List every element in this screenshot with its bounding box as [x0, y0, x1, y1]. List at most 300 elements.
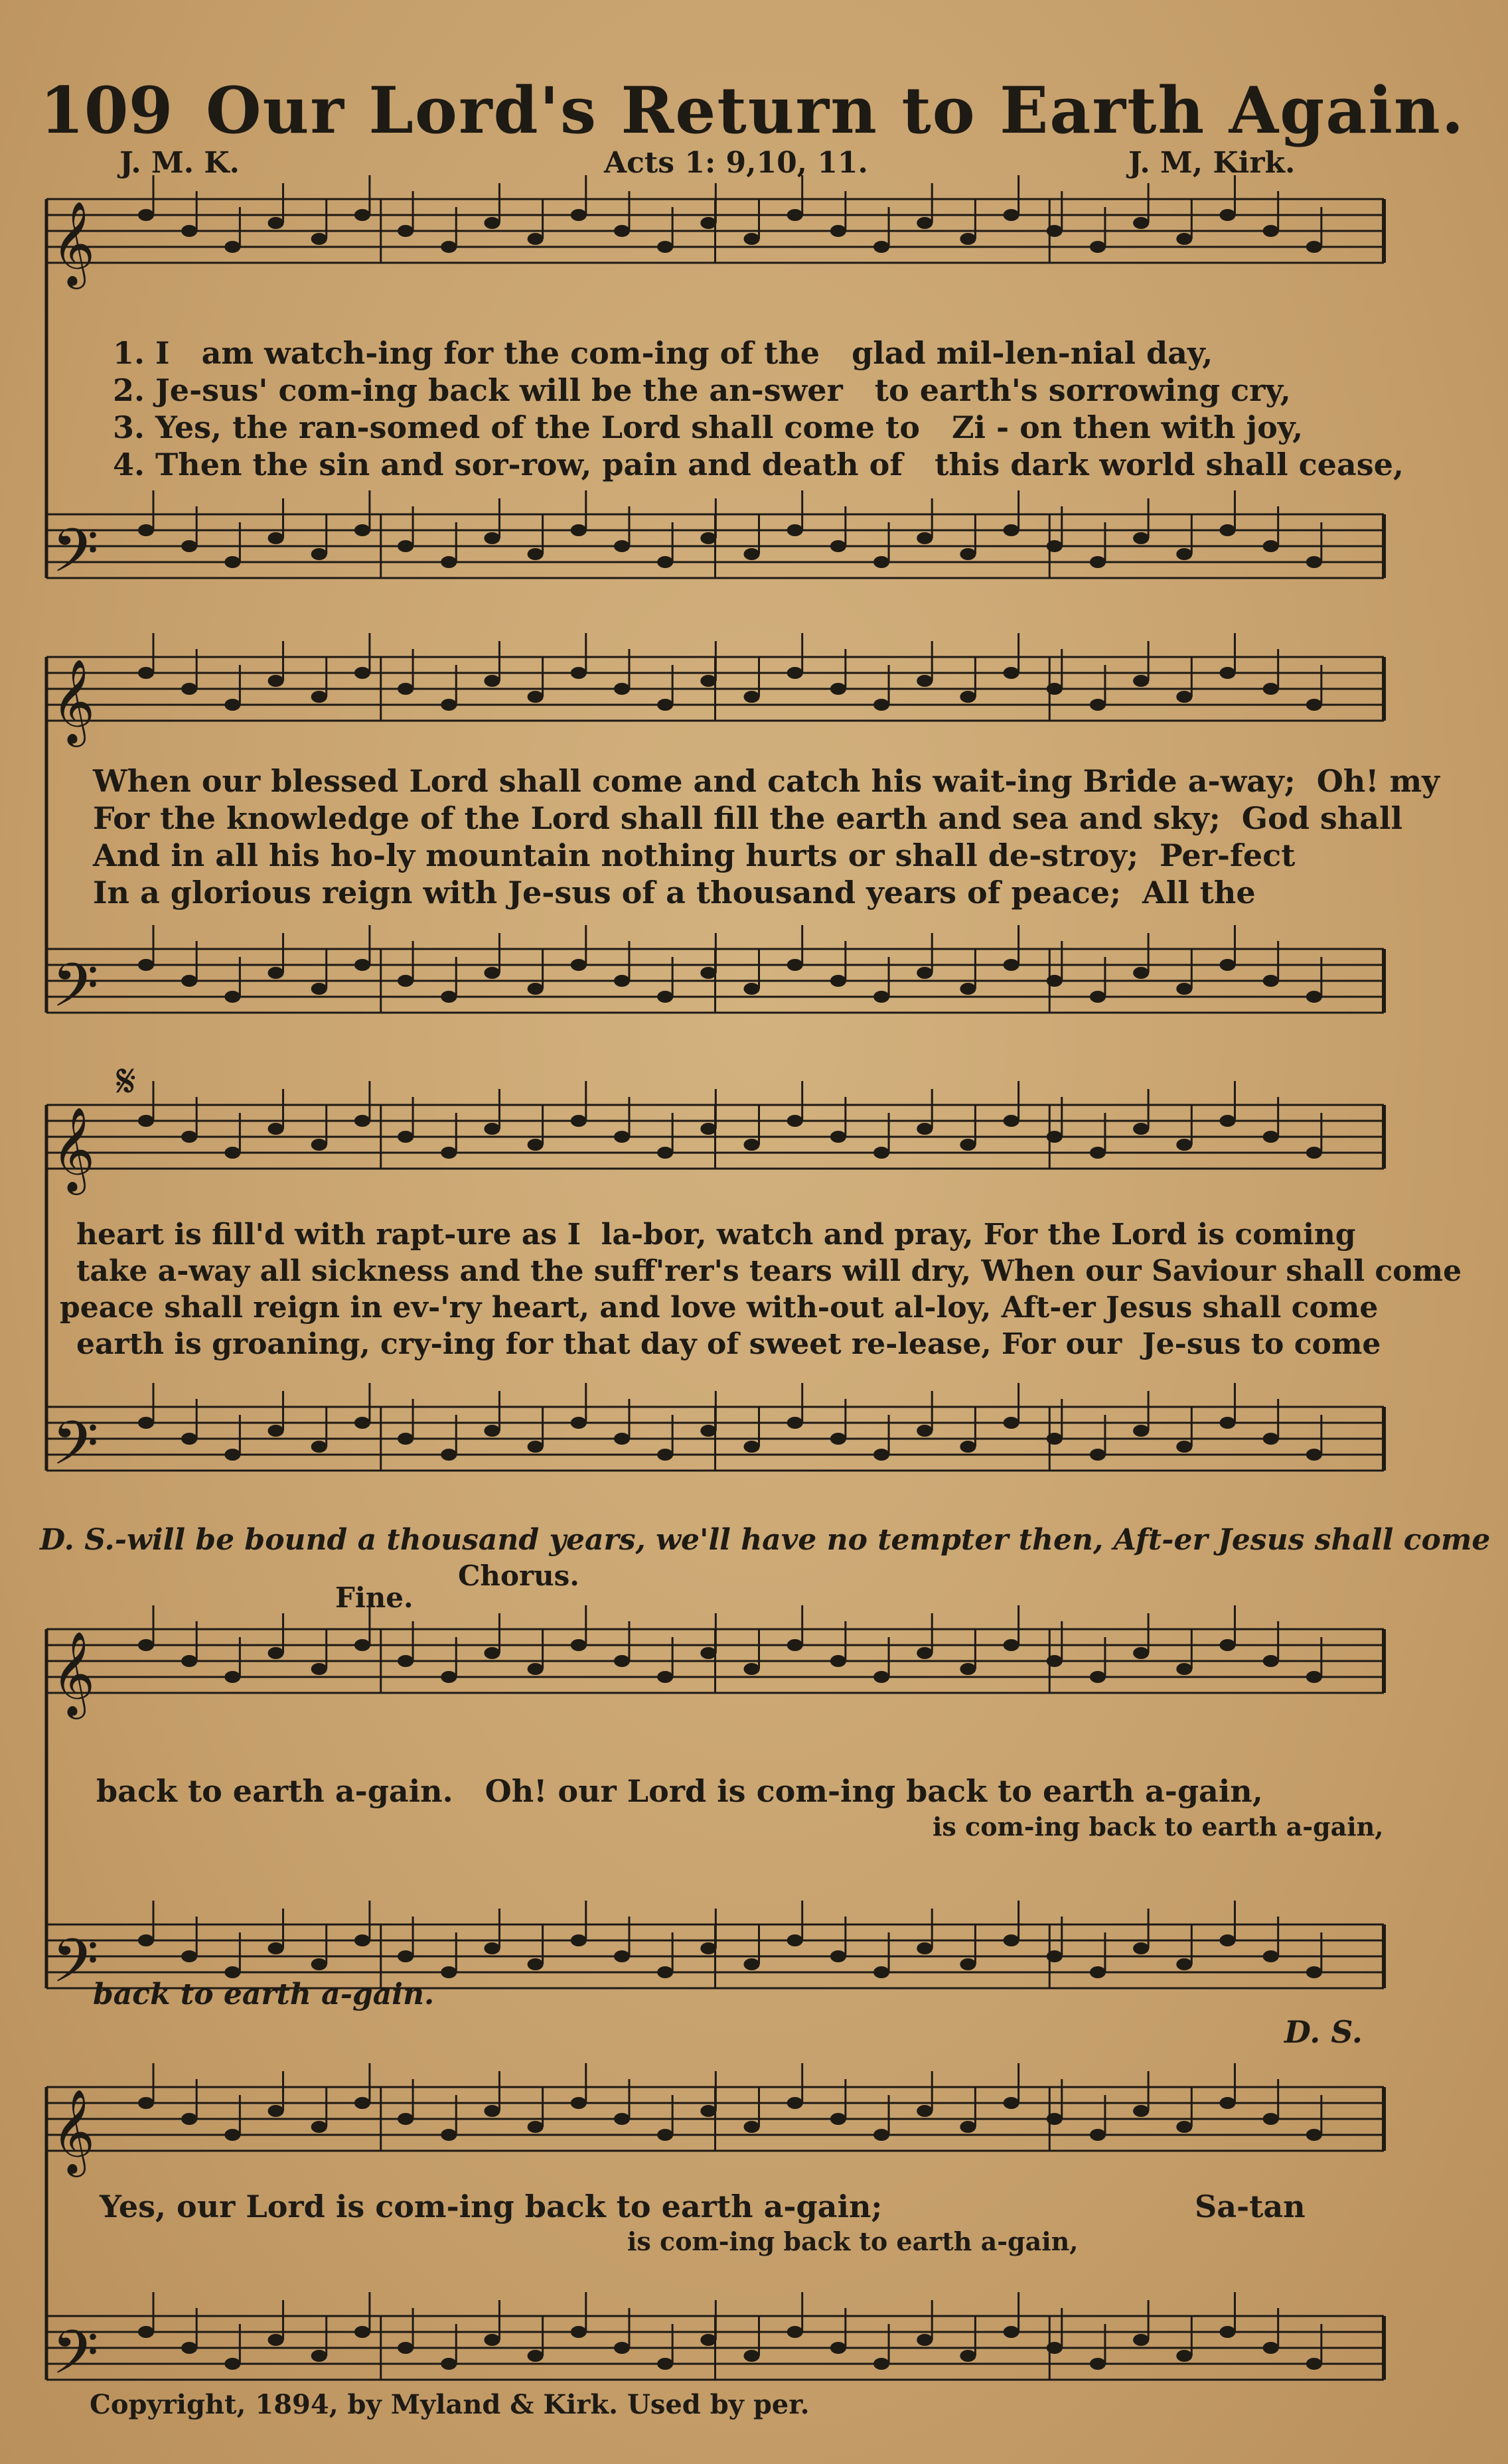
notehead	[614, 1950, 630, 1962]
notehead	[657, 1147, 673, 1159]
treble-clef-icon: 𝄞	[52, 1106, 96, 1191]
notehead	[268, 675, 284, 687]
notehead	[398, 1655, 414, 1667]
notehead	[311, 983, 327, 995]
notehead	[1090, 2358, 1106, 2370]
notehead	[787, 1115, 803, 1127]
notehead	[441, 556, 457, 568]
notehead	[1219, 2326, 1235, 2338]
notehead	[700, 2105, 716, 2117]
notehead	[441, 699, 457, 711]
notehead	[528, 548, 544, 560]
notehead	[268, 2334, 284, 2346]
notehead	[484, 217, 500, 229]
notehead	[181, 540, 197, 552]
notehead	[138, 1639, 154, 1651]
notehead	[1219, 1115, 1235, 1127]
notehead	[528, 233, 544, 245]
verse-line-2-3: And in all his ho-ly mountain nothing hurts or shall de-stroy; Per-fect	[93, 837, 1296, 873]
chorus-echo-line-2: is com-ing back to earth a-gain,	[627, 2226, 1079, 2256]
notehead	[311, 1441, 327, 1453]
notehead	[311, 1958, 327, 1970]
bass-clef-icon: 𝄢	[52, 2317, 99, 2402]
notehead	[181, 1950, 197, 1962]
notehead	[1047, 2113, 1063, 2125]
notehead	[960, 2350, 976, 2362]
notehead	[1090, 241, 1106, 253]
notehead	[960, 1441, 976, 1453]
notehead	[181, 2113, 197, 2125]
notehead	[1004, 2097, 1019, 2109]
notehead	[1306, 991, 1322, 1003]
notehead	[484, 532, 500, 544]
notehead	[744, 2121, 760, 2133]
notehead	[960, 233, 976, 245]
notehead	[571, 2097, 587, 2109]
notehead	[224, 991, 240, 1003]
ds-label: D. S.	[1284, 2014, 1363, 2050]
notehead	[1219, 2097, 1235, 2109]
notehead	[354, 959, 370, 971]
notehead	[1263, 1433, 1279, 1445]
notehead	[224, 556, 240, 568]
notehead	[657, 2358, 673, 2370]
notehead	[441, 1449, 457, 1461]
chorus-lyric-line-2: Yes, our Lord is com-ing back to earth a-gain;	[100, 2189, 883, 2224]
notehead	[1219, 1934, 1235, 1946]
notehead	[398, 1433, 414, 1445]
notehead	[960, 548, 976, 560]
verse-line-2-4: In a glorious reign with Je-sus of a thousand years of peace; All the	[93, 875, 1256, 910]
notehead	[311, 548, 327, 560]
notehead	[787, 524, 803, 536]
notehead	[354, 1417, 370, 1429]
notehead	[224, 1966, 240, 1978]
notehead	[571, 1639, 587, 1651]
notehead	[960, 1139, 976, 1151]
notehead	[1133, 2105, 1149, 2117]
notehead	[830, 540, 846, 552]
notehead	[744, 691, 760, 703]
notehead	[311, 1139, 327, 1151]
notehead	[1047, 1131, 1063, 1143]
notehead	[311, 2350, 327, 2362]
verse-line-1-1: 1. I am watch-ing for the com-ing of the glad mil-len-nial day,	[113, 335, 1213, 371]
notehead	[1090, 699, 1106, 711]
notehead	[1133, 967, 1149, 979]
notehead	[138, 209, 154, 221]
notehead	[917, 675, 933, 687]
notehead	[571, 1934, 587, 1946]
notehead	[960, 691, 976, 703]
treble-clef-icon: 𝄞	[52, 1631, 96, 1715]
chorus-echo-line-1: is com-ing back to earth a-gain,	[933, 1812, 1384, 1842]
notehead	[1047, 1433, 1063, 1445]
notehead	[1090, 991, 1106, 1003]
notehead	[398, 540, 414, 552]
notehead	[1004, 959, 1019, 971]
notehead	[1306, 1147, 1322, 1159]
notehead	[830, 975, 846, 987]
notehead	[830, 1950, 846, 1962]
notehead	[1176, 548, 1192, 560]
notehead	[657, 2129, 673, 2141]
bass-clef-icon: 𝄢	[52, 516, 99, 597]
verse-line-2-2: For the knowledge of the Lord shall fill the earth and sea and sky; God shall	[93, 800, 1402, 836]
notehead	[657, 991, 673, 1003]
notehead	[744, 1441, 760, 1453]
notehead	[571, 1115, 587, 1127]
notehead	[787, 2097, 803, 2109]
notehead	[484, 967, 500, 979]
notehead	[1004, 1639, 1019, 1651]
notehead	[441, 1147, 457, 1159]
notehead	[787, 2326, 803, 2338]
notehead	[700, 217, 716, 229]
notehead	[441, 1966, 457, 1978]
notehead	[917, 2105, 933, 2117]
notehead	[354, 1115, 370, 1127]
chorus-bass-lyric: back to earth a-gain.	[93, 1978, 435, 2011]
notehead	[398, 2342, 414, 2354]
notehead	[1263, 975, 1279, 987]
notehead	[441, 2129, 457, 2141]
notehead	[657, 699, 673, 711]
notehead	[917, 217, 933, 229]
bass-clef-icon: 𝄢	[52, 1408, 99, 1493]
notehead	[830, 1655, 846, 1667]
notehead	[268, 2105, 284, 2117]
notehead	[1176, 2121, 1192, 2133]
notehead	[1004, 1934, 1019, 1946]
notehead	[830, 1131, 846, 1143]
notehead	[614, 225, 630, 237]
notehead	[354, 524, 370, 536]
notehead	[700, 532, 716, 544]
notehead	[873, 1966, 889, 1978]
notehead	[614, 540, 630, 552]
notehead	[528, 983, 544, 995]
verse-line-1-4: 4. Then the sin and sor-row, pain and death of this dark world shall cease,	[113, 447, 1404, 482]
notehead	[398, 225, 414, 237]
notehead	[700, 967, 716, 979]
notehead	[1176, 1663, 1192, 1675]
notehead	[744, 983, 760, 995]
notehead	[268, 532, 284, 544]
notehead	[917, 1942, 933, 1954]
treble-clef-icon: 𝄞	[52, 2088, 96, 2173]
notehead	[657, 241, 673, 253]
notehead	[787, 209, 803, 221]
notehead	[441, 991, 457, 1003]
notehead	[830, 225, 846, 237]
notehead	[1133, 1647, 1149, 1659]
notehead	[528, 691, 544, 703]
notehead	[1004, 1115, 1019, 1127]
notehead	[873, 1449, 889, 1461]
notehead	[484, 1647, 500, 1659]
notehead	[1133, 1425, 1149, 1437]
notehead	[1263, 1950, 1279, 1962]
notehead	[398, 683, 414, 695]
notehead	[571, 667, 587, 679]
notehead	[1306, 2129, 1322, 2141]
notehead	[138, 2326, 154, 2338]
notehead	[181, 1655, 197, 1667]
notehead	[441, 1671, 457, 1683]
chorus-label: Chorus.	[458, 1559, 579, 1592]
notehead	[1004, 1417, 1019, 1429]
segno-sign: 𝄋	[116, 1054, 137, 1108]
notehead	[268, 1942, 284, 1954]
notehead	[744, 2350, 760, 2362]
notehead	[268, 1647, 284, 1659]
notehead	[268, 1123, 284, 1135]
notehead	[1047, 683, 1063, 695]
notehead	[398, 975, 414, 987]
notehead	[960, 1958, 976, 1970]
notehead	[1004, 667, 1019, 679]
notehead	[700, 2334, 716, 2346]
notehead	[1219, 1639, 1235, 1651]
notehead	[398, 2113, 414, 2125]
notehead	[873, 556, 889, 568]
notehead	[873, 2129, 889, 2141]
notehead	[1263, 2113, 1279, 2125]
notehead	[917, 532, 933, 544]
notehead	[311, 691, 327, 703]
notehead	[614, 1131, 630, 1143]
notehead	[1133, 217, 1149, 229]
notehead	[1176, 1139, 1192, 1151]
notehead	[787, 1934, 803, 1946]
notehead	[571, 209, 587, 221]
notehead	[224, 2358, 240, 2370]
notehead	[873, 2358, 889, 2370]
notehead	[354, 1639, 370, 1651]
verse-line-2-1: When our blessed Lord shall come and catch his wait-ing Bride a-way; Oh! my	[93, 763, 1440, 799]
notehead	[960, 1663, 976, 1675]
notehead	[571, 1417, 587, 1429]
notehead	[1306, 1449, 1322, 1461]
notehead	[917, 967, 933, 979]
notehead	[1090, 1449, 1106, 1461]
verse-line-1-3: 3. Yes, the ran-somed of the Lord shall come to Zi - on then with joy,	[113, 409, 1304, 445]
chorus-lyric-line-2-end: Sa-tan	[1195, 2189, 1306, 2224]
notehead	[1176, 2350, 1192, 2362]
notehead	[657, 1966, 673, 1978]
hymn-title: Our Lord's Return to Earth Again.	[206, 73, 1466, 148]
notehead	[1306, 2358, 1322, 2370]
notehead	[528, 1663, 544, 1675]
notehead	[354, 667, 370, 679]
scripture-reference: Acts 1: 9,10, 11.	[604, 146, 868, 180]
notehead	[138, 524, 154, 536]
notehead	[614, 2113, 630, 2125]
notehead	[1219, 524, 1235, 536]
notehead	[657, 1449, 673, 1461]
notehead	[614, 1433, 630, 1445]
treble-clef-icon: 𝄞	[52, 658, 96, 743]
notehead	[1263, 683, 1279, 695]
notehead	[484, 1425, 500, 1437]
notehead	[917, 2334, 933, 2346]
notehead	[1090, 1966, 1106, 1978]
notehead	[1090, 556, 1106, 568]
notehead	[614, 1655, 630, 1667]
notehead	[354, 1934, 370, 1946]
notehead	[1176, 233, 1192, 245]
notehead	[960, 983, 976, 995]
notehead	[1090, 2129, 1106, 2141]
notehead	[311, 233, 327, 245]
notehead	[441, 241, 457, 253]
notehead	[1004, 524, 1019, 536]
notehead	[1219, 209, 1235, 221]
notehead	[224, 699, 240, 711]
notehead	[1219, 667, 1235, 679]
notehead	[311, 2121, 327, 2133]
notehead	[917, 1425, 933, 1437]
notehead	[181, 1433, 197, 1445]
notehead	[571, 959, 587, 971]
notehead	[700, 1425, 716, 1437]
notehead	[830, 683, 846, 695]
notehead	[960, 2121, 976, 2133]
music-system-1	[0, 0, 1508, 597]
notehead	[311, 1663, 327, 1675]
notehead	[614, 975, 630, 987]
notehead	[1047, 540, 1063, 552]
notehead	[1306, 1966, 1322, 1978]
notehead	[181, 225, 197, 237]
verse-line-1-2: 2. Je-sus' com-ing back will be the an-swer to earth's sorrowing cry,	[113, 372, 1291, 408]
notehead	[268, 217, 284, 229]
notehead	[830, 2342, 846, 2354]
notehead	[787, 959, 803, 971]
notehead	[528, 2350, 544, 2362]
notehead	[354, 2326, 370, 2338]
notehead	[1047, 1950, 1063, 1962]
verse-line-3-2: take a-way all sickness and the suff'rer's tears will dry, When our Saviour shall come	[76, 1254, 1462, 1288]
staff-lines-system-1	[0, 0, 1508, 597]
notehead	[1263, 1131, 1279, 1143]
notehead	[917, 1647, 933, 1659]
notehead	[787, 1417, 803, 1429]
notehead	[1047, 1655, 1063, 1667]
notehead	[744, 233, 760, 245]
notehead	[1263, 1655, 1279, 1667]
notehead	[614, 2342, 630, 2354]
notehead	[787, 1639, 803, 1651]
notehead	[484, 1942, 500, 1954]
notehead	[181, 975, 197, 987]
notehead	[1133, 532, 1149, 544]
notehead	[873, 699, 889, 711]
treble-clef-icon: 𝄞	[52, 200, 96, 285]
notehead	[1176, 1958, 1192, 1970]
notehead	[268, 1425, 284, 1437]
chorus-lyric-line-1: back to earth a-gain. Oh! our Lord is com-ing back to earth a-gain,	[96, 1773, 1263, 1809]
notehead	[873, 241, 889, 253]
notehead	[744, 1958, 760, 1970]
notehead	[441, 2358, 457, 2370]
notehead	[484, 675, 500, 687]
verse-line-3-4: earth is groaning, cry-ing for that day of sweet re-lease, For our Je-sus to come	[76, 1327, 1381, 1361]
bass-clef-icon: 𝄢	[52, 1926, 99, 2011]
notehead	[268, 967, 284, 979]
notehead	[398, 1131, 414, 1143]
notehead	[138, 1115, 154, 1127]
copyright-notice: Copyright, 1894, by Myland & Kirk. Used by per.	[90, 2389, 810, 2420]
notehead	[224, 1671, 240, 1683]
notehead	[1133, 675, 1149, 687]
notehead	[1306, 241, 1322, 253]
verse-line-3-1: heart is fill'd with rapt-ure as I la-bor, watch and pray, For the Lord is coming	[76, 1218, 1356, 1252]
notehead	[181, 2342, 197, 2354]
notehead	[873, 1147, 889, 1159]
notehead	[138, 1934, 154, 1946]
notehead	[700, 1123, 716, 1135]
notehead	[484, 2105, 500, 2117]
notehead	[398, 1950, 414, 1962]
notehead	[1263, 2342, 1279, 2354]
notehead	[744, 1663, 760, 1675]
notehead	[1176, 691, 1192, 703]
notehead	[1306, 556, 1322, 568]
notehead	[700, 1942, 716, 1954]
notehead	[138, 1417, 154, 1429]
notehead	[1219, 959, 1235, 971]
notehead	[484, 2334, 500, 2346]
notehead	[528, 1139, 544, 1151]
notehead	[1133, 1123, 1149, 1135]
notehead	[181, 683, 197, 695]
notehead	[138, 959, 154, 971]
notehead	[571, 2326, 587, 2338]
notehead	[1090, 1671, 1106, 1683]
notehead	[1219, 1417, 1235, 1429]
notehead	[224, 1147, 240, 1159]
notehead	[1133, 1942, 1149, 1954]
notehead	[700, 675, 716, 687]
ds-lyric-line: D. S.-will be bound a thousand years, we'll have no tempter then, Aft-er Jesus shall come	[40, 1523, 1491, 1557]
notehead	[1090, 1147, 1106, 1159]
notehead	[138, 667, 154, 679]
notehead	[1004, 209, 1019, 221]
notehead	[1306, 1671, 1322, 1683]
notehead	[528, 1958, 544, 1970]
hymn-number: 109	[40, 73, 173, 148]
notehead	[224, 2129, 240, 2141]
notehead	[354, 209, 370, 221]
notehead	[484, 1123, 500, 1135]
notehead	[1004, 2326, 1019, 2338]
notehead	[1176, 983, 1192, 995]
notehead	[830, 1433, 846, 1445]
notehead	[657, 556, 673, 568]
notehead	[1176, 1441, 1192, 1453]
lyricist-credit: J. M. K.	[119, 146, 240, 180]
notehead	[138, 2097, 154, 2109]
notehead	[1263, 225, 1279, 237]
composer-credit: J. M, Kirk.	[1128, 146, 1296, 180]
notehead	[744, 548, 760, 560]
notehead	[830, 2113, 846, 2125]
notehead	[700, 1647, 716, 1659]
notehead	[917, 1123, 933, 1135]
bass-clef-icon: 𝄢	[52, 950, 99, 1035]
